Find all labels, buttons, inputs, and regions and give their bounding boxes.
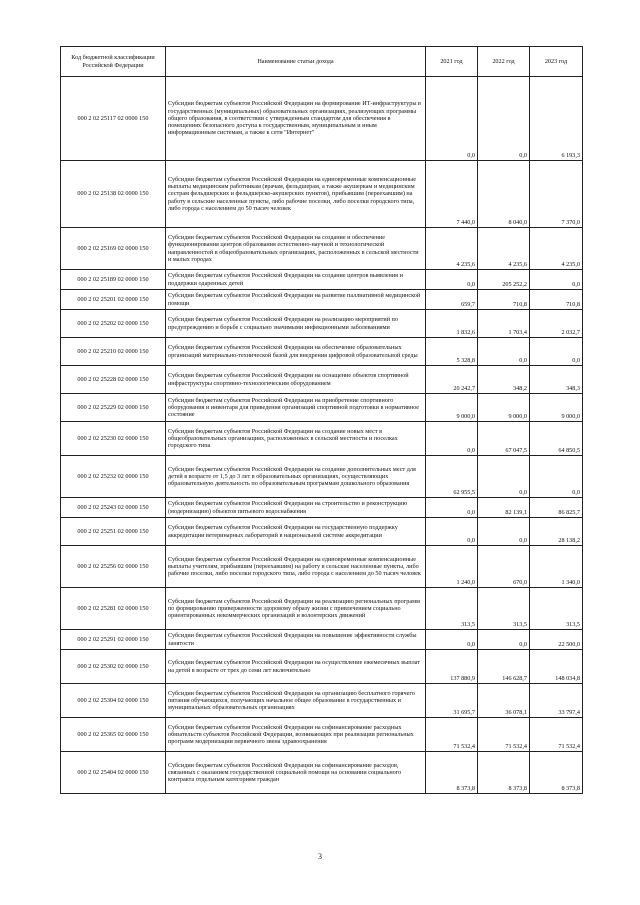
row-code: 000 2 02 25189 02 0000 150 bbox=[61, 270, 166, 290]
row-2023: 710,8 bbox=[530, 290, 583, 310]
row-name: Субсидии бюджетам субъектов Российской Федерации на приобретение спортивного оборудования и инвентаря для приведения организаций спортивной подготовки в нормативное состояние bbox=[166, 394, 426, 422]
row-2022: 710,8 bbox=[478, 290, 530, 310]
row-code: 000 2 02 25302 02 0000 150 bbox=[61, 650, 166, 684]
row-2022: 4 235,6 bbox=[478, 228, 530, 270]
row-2021: 313,5 bbox=[426, 588, 478, 630]
row-2022: 8 373,8 bbox=[478, 752, 530, 794]
row-2021: 137 880,9 bbox=[426, 650, 478, 684]
row-2022: 313,5 bbox=[478, 588, 530, 630]
row-2023: 348,3 bbox=[530, 366, 583, 394]
row-2021: 31 695,7 bbox=[426, 684, 478, 718]
row-code: 000 2 02 25281 02 0000 150 bbox=[61, 588, 166, 630]
header-2021: 2021 год bbox=[426, 47, 478, 77]
table-row bbox=[61, 498, 583, 518]
row-2023: 313,5 bbox=[530, 588, 583, 630]
row-name: Субсидии бюджетам субъектов Российской Федерации на организацию бесплатного горячего питания обучающихся, получающих начальное общее образование в государственных и муниципальных образовательных организациях bbox=[166, 684, 426, 718]
row-code: 000 2 02 25202 02 0000 150 bbox=[61, 310, 166, 338]
row-2022: 36 078,1 bbox=[478, 684, 530, 718]
row-2022: 348,2 bbox=[478, 366, 530, 394]
row-2022: 8 040,0 bbox=[478, 161, 530, 228]
table-row bbox=[61, 650, 583, 684]
table-row bbox=[61, 630, 583, 650]
row-2022: 0,0 bbox=[478, 456, 530, 498]
row-name: Субсидии бюджетам субъектов Российской Федерации на создание центров выявления и поддержки одаренных детей bbox=[166, 270, 426, 290]
row-name: Субсидии бюджетам субъектов Российской Федерации на единовременные компенсационные выплаты медицинским работникам (врачам, фельдшерам, а также акушеркам и медицинским сестрам фельдшерских и фельдшерско-акушерских пунктов), прибывшим (переехавшим) на работу в сельские населенные пункты, либо рабочие поселки, либо поселки городского типа, либо города с населением до 50 тысяч человек bbox=[166, 161, 426, 228]
row-2021: 8 373,8 bbox=[426, 752, 478, 794]
table-row bbox=[61, 290, 583, 310]
row-2022: 670,0 bbox=[478, 546, 530, 588]
row-2023: 28 138,2 bbox=[530, 518, 583, 546]
row-name: Субсидии бюджетам субъектов Российской Федерации на развитие паллиативной медицинской помощи bbox=[166, 290, 426, 310]
row-2021: 0,0 bbox=[426, 422, 478, 456]
row-name: Субсидии бюджетам субъектов Российской Федерации на создание новых мест в общеобразовательных организациях, расположенных в сельской местности и поселках городского типа bbox=[166, 422, 426, 456]
row-name: Субсидии бюджетам субъектов Российской Федерации на реализацию региональных программ по формированию приверженности здоровому образу жизни с привлечением социально ориентированных некоммерческих организаций и волонтерских движений bbox=[166, 588, 426, 630]
row-2022: 67 047,5 bbox=[478, 422, 530, 456]
row-code: 000 2 02 25138 02 0000 150 bbox=[61, 161, 166, 228]
row-name: Субсидии бюджетам субъектов Российской Федерации на формирование ИТ-инфраструктуры в государственных (муниципальных) образовательных организациях, реализующих программы общего образования, в соответствии с утвержденным стандартом для обеспечения в помещениях безопасного доступа к государственным, муниципальным и иным информационным системам, а также к сети "Интернет" bbox=[166, 77, 426, 161]
row-2023: 1 340,0 bbox=[530, 546, 583, 588]
table-row bbox=[61, 310, 583, 338]
table-row bbox=[61, 752, 583, 794]
row-2022: 82 139,1 bbox=[478, 498, 530, 518]
table-body bbox=[61, 77, 583, 794]
row-name: Субсидии бюджетам субъектов Российской Федерации на софинансирование расходных обязательств субъектов Российской Федерации, возникающих при реализации региональных программ модернизации первичного звена здравоохранения bbox=[166, 718, 426, 752]
row-2021: 5 328,8 bbox=[426, 338, 478, 366]
row-2021: 4 235,6 bbox=[426, 228, 478, 270]
table-row bbox=[61, 456, 583, 498]
row-name: Субсидии бюджетам субъектов Российской Федерации на повышение эффективности службы занятости bbox=[166, 630, 426, 650]
header-2022: 2022 год bbox=[478, 47, 530, 77]
row-name: Субсидии бюджетам субъектов Российской Федерации на осуществление ежемесячных выплат на детей в возрасте от трех до семи лет включительно bbox=[166, 650, 426, 684]
row-code: 000 2 02 25230 02 0000 150 bbox=[61, 422, 166, 456]
row-code: 000 2 02 25365 02 0000 150 bbox=[61, 718, 166, 752]
row-2021: 7 440,0 bbox=[426, 161, 478, 228]
row-code: 000 2 02 25232 02 0000 150 bbox=[61, 456, 166, 498]
row-2021: 0,0 bbox=[426, 270, 478, 290]
row-name: Субсидии бюджетам субъектов Российской Федерации на софинансирование расходов, связанных с оказанием государственной социальной помощи на основании социального контракта отдельным категориям граждан bbox=[166, 752, 426, 794]
row-2021: 9 000,0 bbox=[426, 394, 478, 422]
row-name: Субсидии бюджетам субъектов Российской Федерации на создание дополнительных мест для детей в возрасте от 1,5 до 3 лет в образовательных организациях, осуществляющих образовательную деятельность по образовательным программам дошкольного образования bbox=[166, 456, 426, 498]
row-name: Субсидии бюджетам субъектов Российской Федерации на государственную поддержку аккредитации ветеринарных лабораторий в национальной системе аккредитации bbox=[166, 518, 426, 546]
row-code: 000 2 02 25201 02 0000 150 bbox=[61, 290, 166, 310]
row-2021: 0,0 bbox=[426, 77, 478, 161]
table-row bbox=[61, 228, 583, 270]
row-2022: 146 628,7 bbox=[478, 650, 530, 684]
row-2023: 2 032,7 bbox=[530, 310, 583, 338]
row-code: 000 2 02 25256 02 0000 150 bbox=[61, 546, 166, 588]
row-2022: 205 252,2 bbox=[478, 270, 530, 290]
row-2023: 86 825,7 bbox=[530, 498, 583, 518]
row-2022: 1 703,4 bbox=[478, 310, 530, 338]
row-2021: 71 532,4 bbox=[426, 718, 478, 752]
row-code: 000 2 02 25169 02 0000 150 bbox=[61, 228, 166, 270]
row-2022: 0,0 bbox=[478, 630, 530, 650]
row-2022: 0,0 bbox=[478, 77, 530, 161]
table-row bbox=[61, 546, 583, 588]
row-2023: 148 034,8 bbox=[530, 650, 583, 684]
row-2021: 20 242,7 bbox=[426, 366, 478, 394]
row-2023: 0,0 bbox=[530, 456, 583, 498]
table-row bbox=[61, 684, 583, 718]
table-row bbox=[61, 518, 583, 546]
row-2021: 1 240,0 bbox=[426, 546, 478, 588]
row-code: 000 2 02 25243 02 0000 150 bbox=[61, 498, 166, 518]
row-name: Субсидии бюджетам субъектов Российской Федерации на реализацию мероприятий по предупреждению и борьбе с социально значимыми инфекционными заболеваниями bbox=[166, 310, 426, 338]
table-row bbox=[61, 394, 583, 422]
row-2021: 62 955,5 bbox=[426, 456, 478, 498]
table-row bbox=[61, 270, 583, 290]
row-code: 000 2 02 25404 02 0000 150 bbox=[61, 752, 166, 794]
row-2023: 64 850,5 bbox=[530, 422, 583, 456]
row-code: 000 2 02 25251 02 0000 150 bbox=[61, 518, 166, 546]
row-2022: 0,0 bbox=[478, 518, 530, 546]
row-2023: 0,0 bbox=[530, 270, 583, 290]
row-name: Субсидии бюджетам субъектов Российской Федерации на обеспечение образовательных организаций материально-технической базой для внедрения цифровой образовательной среды bbox=[166, 338, 426, 366]
row-name: Субсидии бюджетам субъектов Российской Федерации на создание и обеспечение функционирования центров образования естественно-научной и технологической направленностей в общеобразовательных организациях, расположенных в сельской местности и малых городах bbox=[166, 228, 426, 270]
row-code: 000 2 02 25291 02 0000 150 bbox=[61, 630, 166, 650]
header-name: Наименование статьи дохода bbox=[166, 47, 426, 77]
header-2023: 2023 год bbox=[530, 47, 583, 77]
row-code: 000 2 02 25228 02 0000 150 bbox=[61, 366, 166, 394]
row-2021: 659,7 bbox=[426, 290, 478, 310]
row-2021: 0,0 bbox=[426, 498, 478, 518]
row-2021: 0,0 bbox=[426, 630, 478, 650]
page-number: 3 bbox=[318, 852, 322, 861]
row-2023: 4 235,0 bbox=[530, 228, 583, 270]
row-2022: 9 000,0 bbox=[478, 394, 530, 422]
table-row bbox=[61, 161, 583, 228]
header-code: Код бюджетной классификации Российской Федерации bbox=[61, 47, 166, 77]
row-code: 000 2 02 25229 02 0000 150 bbox=[61, 394, 166, 422]
row-2023: 71 532,4 bbox=[530, 718, 583, 752]
row-name: Субсидии бюджетам субъектов Российской Федерации на строительство и реконструкцию (модернизацию) объектов питьевого водоснабжения bbox=[166, 498, 426, 518]
row-2022: 71 532,4 bbox=[478, 718, 530, 752]
row-2023: 22 500,0 bbox=[530, 630, 583, 650]
table-row bbox=[61, 77, 583, 161]
row-code: 000 2 02 25304 02 0000 150 bbox=[61, 684, 166, 718]
row-2021: 1 832,6 bbox=[426, 310, 478, 338]
row-2022: 0,0 bbox=[478, 338, 530, 366]
revenue-table bbox=[60, 46, 583, 794]
table-row bbox=[61, 588, 583, 630]
row-2021: 0,0 bbox=[426, 518, 478, 546]
row-2023: 7 370,0 bbox=[530, 161, 583, 228]
table-row bbox=[61, 366, 583, 394]
table-header-row bbox=[61, 47, 583, 77]
row-name: Субсидии бюджетам субъектов Российской Федерации на единовременные компенсационные выплаты учителям, прибывшим (переехавшим) на работу в сельские населенные пункты, либо рабочие поселки, либо поселки городского типа, либо города с населением до 50 тысяч человек bbox=[166, 546, 426, 588]
row-2023: 8 373,8 bbox=[530, 752, 583, 794]
row-2023: 0,0 bbox=[530, 338, 583, 366]
row-name: Субсидии бюджетам субъектов Российской Федерации на оснащение объектов спортивной инфраструктуры спортивно-технологическим оборудованием bbox=[166, 366, 426, 394]
table-row bbox=[61, 718, 583, 752]
row-2023: 9 000,0 bbox=[530, 394, 583, 422]
table-row bbox=[61, 422, 583, 456]
row-2023: 6 193,3 bbox=[530, 77, 583, 161]
row-code: 000 2 02 25117 02 0000 150 bbox=[61, 77, 166, 161]
row-2023: 33 797,4 bbox=[530, 684, 583, 718]
row-code: 000 2 02 25210 02 0000 150 bbox=[61, 338, 166, 366]
table-row bbox=[61, 338, 583, 366]
